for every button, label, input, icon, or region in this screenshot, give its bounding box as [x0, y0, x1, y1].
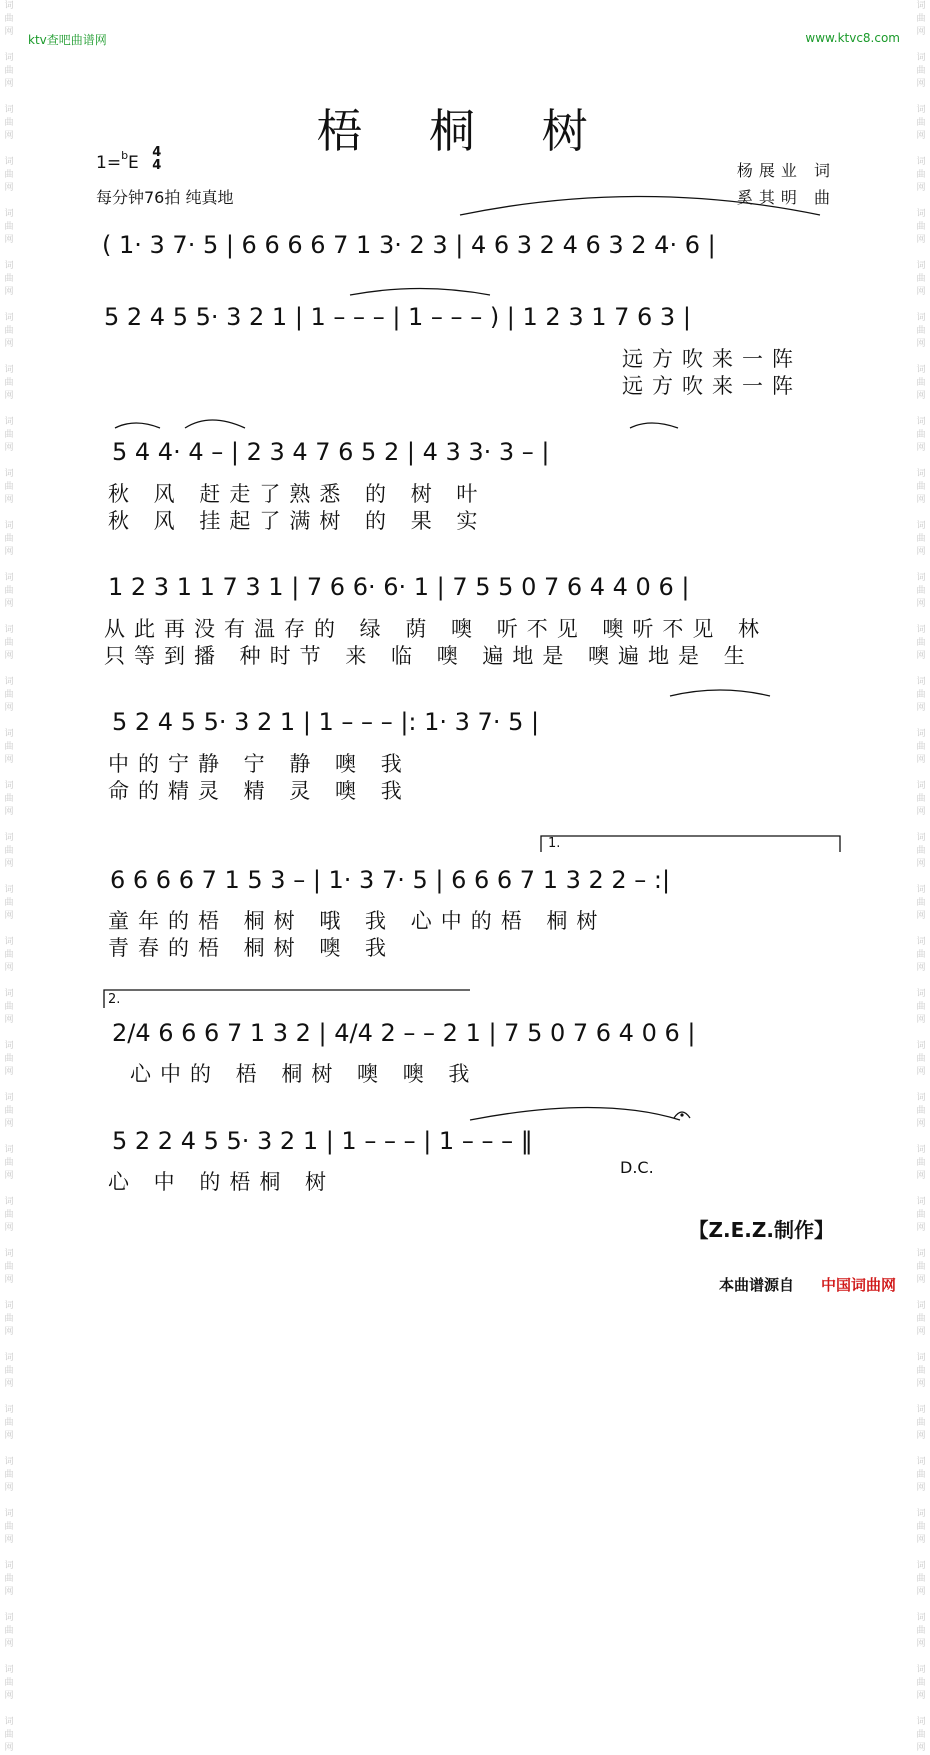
site-url-right[interactable]: www.ktvc8.com: [805, 31, 900, 45]
site-logo-left[interactable]: ktv查吧曲谱网: [28, 33, 107, 47]
source-label: 本曲谱源自: [718, 1276, 794, 1294]
line-6-lyrics-verse-2: 青春的梧 桐树 噢 我: [108, 936, 396, 960]
volta-1-bracket: [541, 836, 840, 852]
key-signature: 1=$^b$E 4 4: [96, 145, 162, 173]
composer-credit: 奚其明 曲: [736, 188, 836, 207]
line-8-lyrics: 心 中 的梧桐 树: [108, 1170, 336, 1194]
score-line-5-notes: 5 2 4 5 5· 3 2 1 | 1 – – – |: 1· 3 7· 5 |: [112, 708, 540, 736]
line-5-lyrics-verse-2: 命的精灵 精 灵 噢 我: [108, 779, 411, 803]
slur: [470, 1108, 680, 1121]
line-4-lyrics-verse-2: 只等到播 种时节 来 临 噢 遍地是 噢遍地是 生: [104, 644, 754, 668]
line-4-lyrics-verse-1: 从此再没有温存的 绿 荫 噢 听不见 噢听不见 林: [104, 617, 769, 641]
score-line-8-notes: 5 2 2 4 5 5· 3 2 1 | 1 – – – | 1 – – – ‖: [112, 1127, 533, 1155]
slur: [460, 197, 820, 216]
score-line-2-notes: 5 2 4 5 5· 3 2 1 | 1 – – – | 1 – – – ) | 1 2 3 1 7 6 3 |: [104, 303, 691, 331]
line-6-lyrics-verse-1: 童年的梧 桐树 哦 我 心中的梧 桐树: [108, 909, 607, 933]
line-3-lyrics-verse-2: 秋 风 挂起了满树 的 果 实: [108, 509, 487, 533]
volta-1-label: 1.: [548, 836, 561, 851]
slur: [185, 420, 245, 428]
volta-2-label: 2.: [108, 992, 121, 1007]
maker-credit: 【Z.E.Z.制作】: [688, 1218, 834, 1242]
fermata: [674, 1112, 690, 1118]
slur: [630, 423, 678, 428]
slur: [670, 690, 770, 696]
line-2-lyrics-verse-1: 远方吹来一阵: [622, 347, 802, 371]
slur: [350, 289, 490, 296]
right-watermark-strip: 词 曲 网 词 曲 网 词 曲 网 词 曲 网 词 曲 网 词 曲 网 词 曲 网 词 曲 网 词 曲 网 词 曲 网 词 曲 网 词 曲 网 词 曲 网 词 曲 网 词 曲 网 词 曲 网 词 曲 网 词 曲 网 词 曲 网 词 曲 网 词 曲 网 词 曲 网 词 曲 网 词 曲 网 词 曲 网 词 曲 网 词 曲 网 词 曲 网 词 曲 网 词 曲 网 词 曲 网 词 曲 网 词 曲 网 词 曲 网: [916, 1, 926, 1753]
lyricist-credit: 杨展业 词: [736, 161, 836, 180]
score-line-7-notes: 2/4 6 6 6 7 1 3 2 | 4/4 2 – – 2 1 | 7 5 0 7 6 4 0 6 |: [112, 1019, 696, 1047]
tempo-marking: 每分钟76拍 纯真地: [96, 188, 234, 207]
line-3-lyrics-verse-1: 秋 风 赶走了熟悉 的 树 叶: [108, 482, 487, 506]
song-title: 梧 桐 树: [316, 104, 614, 158]
score-line-4-notes: 1 2 3 1 1 7 3 1 | 7 6 6· 6· 1 | 7 5 5 0 7 6 4 4 0 6 |: [108, 573, 690, 601]
score-line-6-notes: 6 6 6 6 7 1 5 3 – | 1· 3 7· 5 | 6 6 6 7 1 3 2 2 – :|: [110, 866, 671, 894]
line-5-lyrics-verse-1: 中的宁静 宁 静 噢 我: [108, 752, 411, 776]
score-line-1-notes: ( 1· 3 7· 5 | 6 6 6 6 7 1 3· 2 3 | 4 6 3 2 4 6 3 2 4· 6 |: [102, 231, 716, 259]
left-watermark-strip: 词 曲 网 词 曲 网 词 曲 网 词 曲 网 词 曲 网 词 曲 网 词 曲 网 词 曲 网 词 曲 网 词 曲 网 词 曲 网 词 曲 网 词 曲 网 词 曲 网 词 曲 网 词 曲 网 词 曲 网 词 曲 网 词 曲 网 词 曲 网 词 曲 网 词 曲 网 词 曲 网 词 曲 网 词 曲 网 词 曲 网 词 曲 网 词 曲 网 词 曲 网 词 曲 网 词 曲 网 词 曲 网 词 曲 网 词 曲 网: [4, 1, 14, 1753]
line-2-lyrics-verse-2: 远方吹来一阵: [622, 374, 802, 398]
slur: [115, 423, 160, 428]
time-signature: 4 4: [152, 145, 162, 173]
da-capo-marking: D.C.: [620, 1158, 654, 1177]
volta-2-bracket: [104, 990, 470, 1008]
line-7-lyrics: 心中的 梧 桐树 噢 噢 我: [130, 1062, 479, 1086]
score-line-3-notes: 5 4 4· 4 – | 2 3 4 7 6 5 2 | 4 3 3· 3 – |: [112, 438, 550, 466]
source-site-link[interactable]: 中国词曲网: [820, 1276, 896, 1294]
